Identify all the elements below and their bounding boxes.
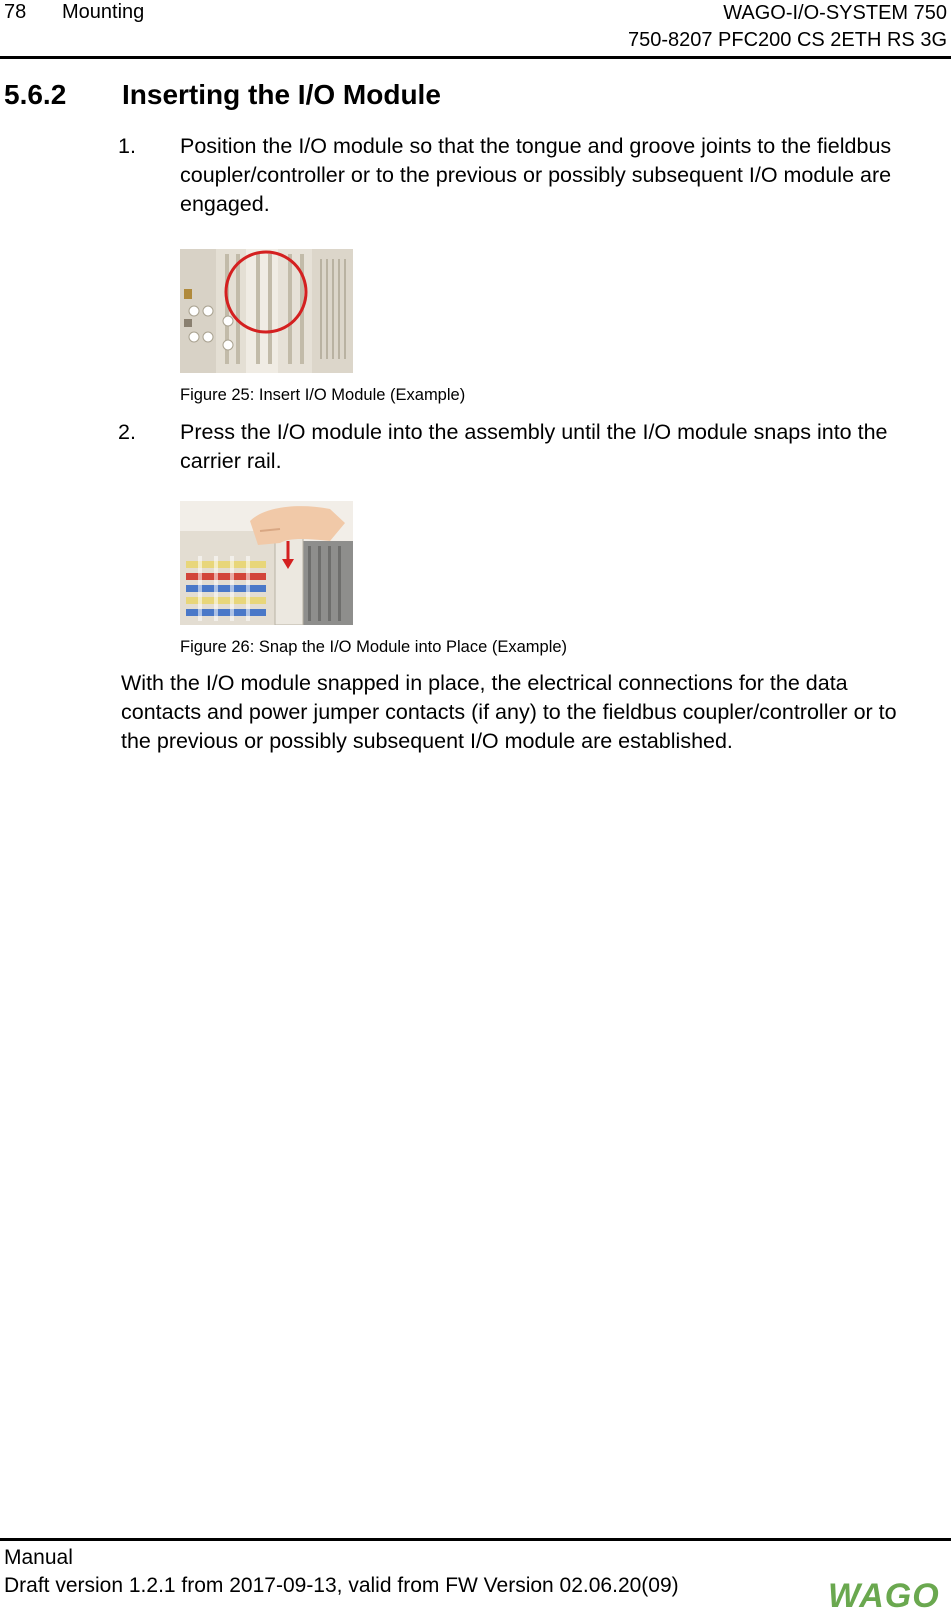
footer-version-note: Draft version 1.2.1 from 2017-09-13, valid from FW Version 02.06.20(09) [4, 1574, 679, 1597]
chapter-name: Mounting [62, 1, 145, 23]
product-model: 750-8207 PFC200 CS 2ETH RS 3G [627, 29, 947, 51]
insert-module-photo-icon [180, 249, 353, 373]
wago-logo-text: WAGO [828, 1577, 940, 1612]
section-heading [4, 77, 441, 113]
step-text: Position the I/O module so that the tongue and groove joints to the fieldbus coupler/controller or to the previous or possibly subsequent I/O module are engaged. [180, 134, 892, 216]
figure-25-caption: Figure 25: Insert I/O Module (Example) [180, 386, 466, 404]
step-1 [118, 132, 938, 219]
step-2 [118, 418, 938, 476]
figure-snap-module [180, 501, 353, 625]
step-number: 1. [118, 134, 136, 158]
running-header-left [4, 0, 144, 24]
product-line: WAGO-I/O-SYSTEM 750 [723, 2, 947, 24]
page-number: 78 [4, 1, 27, 23]
wago-logo [826, 1574, 948, 1612]
figure-insert-module [180, 249, 353, 373]
step-number: 2. [118, 420, 136, 444]
figure-26-caption: Figure 26: Snap the I/O Module into Place (Example) [180, 638, 568, 656]
body-paragraph: With the I/O module snapped in place, the electrical connections for the data contacts and power jumper contacts (if any) to the fieldbus coupler/controller or to the previous or possibly subsequent I/O module are established. [121, 671, 897, 753]
header-rule [0, 56, 951, 59]
step-text: Press the I/O module into the assembly until the I/O module snaps into the carrier rail. [180, 420, 888, 473]
footer-doc-type: Manual [4, 1546, 73, 1569]
footer-rule [0, 1538, 951, 1541]
snap-module-photo-icon [180, 501, 353, 625]
running-header-right [628, 0, 947, 54]
section-title: Inserting the I/O Module [122, 79, 441, 110]
section-number: 5.6.2 [4, 79, 67, 110]
